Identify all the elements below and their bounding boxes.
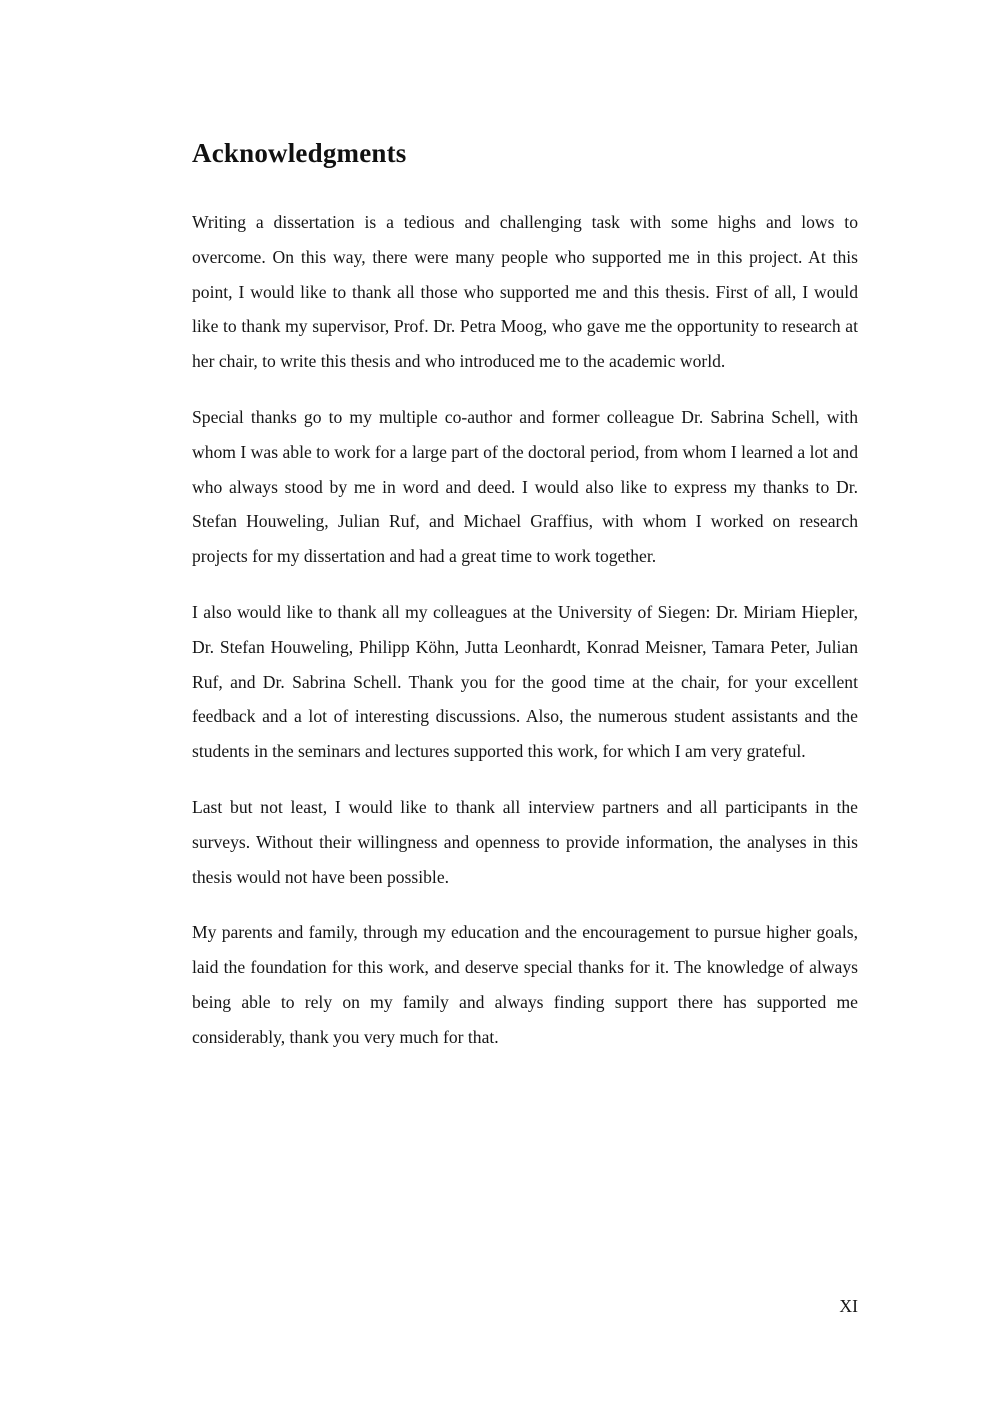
text-block xyxy=(192,138,858,1076)
paragraph-coauthor-thanks: Special thanks go to my multiple co-author and former colleague Dr. Sabrina Schell, with whom I was able to work for a large part of the doctoral period, from whom I learned a lot and who always stood by me in word and deed. I would also like to express my thanks to Dr. Stefan Houweling, Julian Ruf, and Michael Graffius, with whom I worked on research projects for my dissertation and had a great time to work together. xyxy=(192,406,858,567)
paragraph-participants-thanks: Last but not least, I would like to thank all interview partners and all participants in the surveys. Without their willingness and openness to provide information, the analyses in this thesis would not have been possible. xyxy=(192,796,858,887)
paragraph-family-thanks: My parents and family, through my education and the encouragement to pursue higher goals, laid the foundation for this work, and deserve special thanks for it. The knowledge of always being able to rely on my family and always finding support there has supported me considerably, thank you very much for that. xyxy=(192,922,858,1047)
paragraph-colleagues-thanks: I also would like to thank all my colleagues at the University of Siegen: Dr. Miriam Hiepler, Dr. Stefan Houweling, Philipp Köhn, Jutta Leonhardt, Konrad Meisner, Tamara Peter, Julian Ruf, and Dr. Sabrina Schell. Thank you for the good time at the chair, for your excellent feedback and a lot of interesting discussions. Also, the numerous student assistants and the students in the seminars and lectures supported this work, for which I am very grateful. xyxy=(192,601,858,762)
page-number: XI xyxy=(839,1296,858,1316)
paragraph-supervisor-thanks: Writing a dissertation is a tedious and challenging task with some highs and lows to overcome. On this way, there were many people who supported me in this project. At this point, I would like to thank all those who supported me and this thesis. First of all, I would like to thank my supervisor, Prof. Dr. Petra Moog, who gave me the opportunity to research at her chair, to write this thesis and who introduced me to the academic world. xyxy=(192,212,858,372)
section-title: Acknowledgments xyxy=(192,138,407,168)
